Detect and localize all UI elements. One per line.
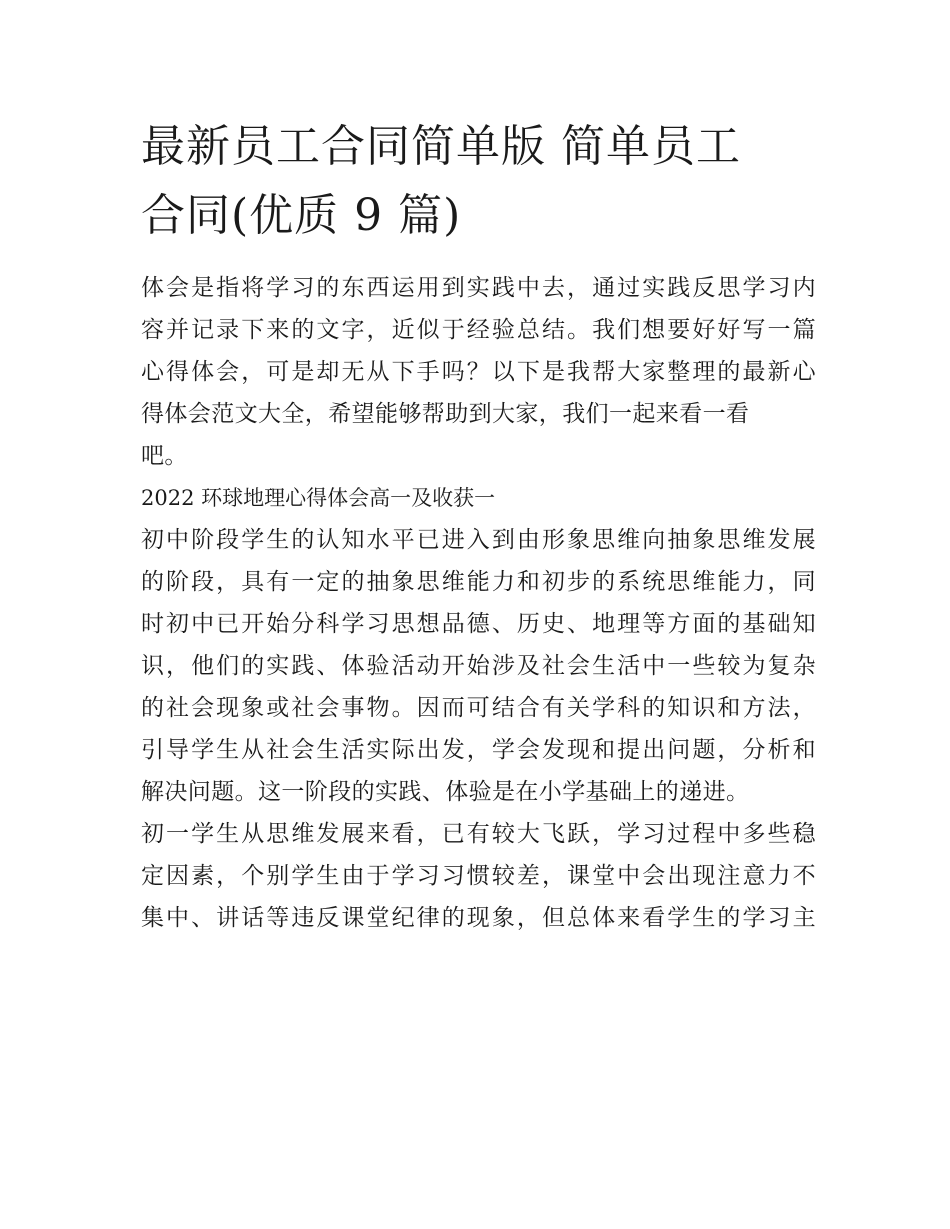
text-line: 解决问题。这一阶段的实践、体验是在小学基础上的递进。: [141, 779, 750, 805]
text-line: 吧。: [141, 443, 188, 469]
text-line: 初中阶段学生的认知水平已进入到由形象思维向抽象思维发展: [141, 527, 816, 553]
document-page: [141, 112, 816, 939]
text-line: 时初中已开始分科学习思想品德、历史、地理等方面的基础知: [141, 611, 816, 637]
text-line: 得体会范文大全，希望能够帮助到大家，我们一起来看一看: [141, 401, 750, 427]
text-line: 心得体会，可是却无从下手吗？以下是我帮大家整理的最新心: [141, 359, 816, 385]
text-line: 定因素，个别学生由于学习习惯较差，课堂中会出现注意力不: [141, 863, 816, 889]
text-line: 体会是指将学习的东西运用到实践中去，通过实践反思学习内: [141, 275, 816, 301]
title-line: 合同(优质 9 篇): [141, 190, 462, 241]
text-line: 集中、讲话等违反课堂纪律的现象，但总体来看学生的学习主: [141, 905, 816, 931]
body-paragraph: [141, 813, 816, 939]
text-line: 的社会现象或社会事物。因而可结合有关学科的知识和方法，: [141, 695, 816, 721]
document-title: [141, 112, 816, 250]
text-line: 容并记录下来的文字，近似于经验总结。我们想要好好写一篇: [141, 317, 816, 343]
intro-paragraph: [141, 267, 816, 477]
document-body: [141, 267, 816, 939]
text-line: 初一学生从思维发展来看，已有较大飞跃，学习过程中多些稳: [141, 821, 816, 847]
text-line: 引导学生从社会生活实际出发，学会发现和提出问题，分析和: [141, 737, 816, 763]
text-line: 识，他们的实践、体验活动开始涉及社会生活中一些较为复杂: [141, 653, 816, 679]
section-heading: 2022 环球地理心得体会高一及收获一: [141, 486, 496, 510]
title-line: 最新员工合同简单版 简单员工: [141, 121, 741, 172]
text-line: 的阶段，具有一定的抽象思维能力和初步的系统思维能力，同: [141, 569, 816, 595]
body-paragraph: [141, 519, 816, 813]
